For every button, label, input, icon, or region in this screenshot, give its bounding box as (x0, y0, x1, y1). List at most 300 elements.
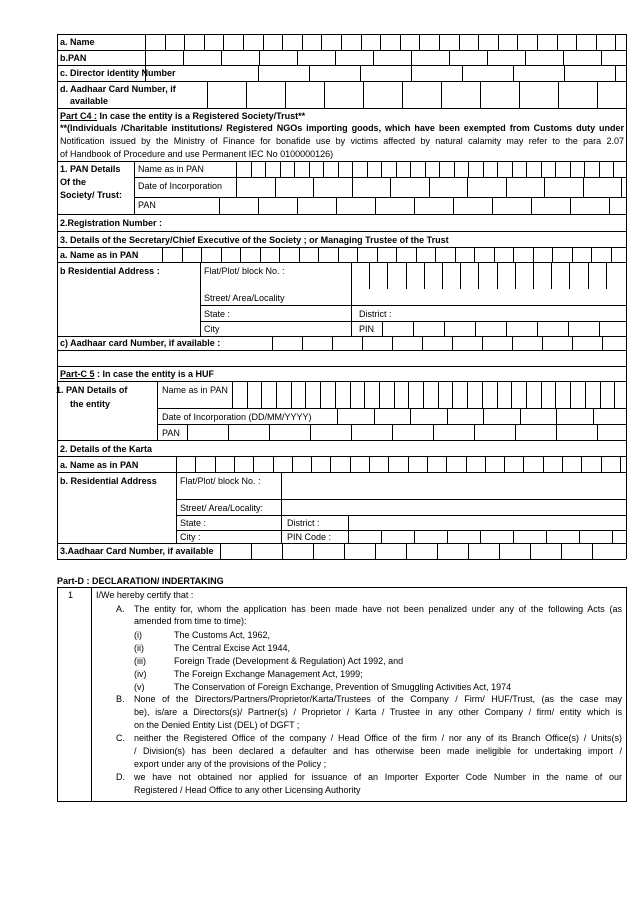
cell-divider-a-name (361, 34, 362, 50)
cell-divider-society-name (367, 161, 368, 177)
label-registration-number: 2.Registration Number : (60, 218, 163, 228)
cell-divider-c-din (309, 65, 310, 81)
label-karta-pin: PIN Code : (287, 532, 332, 542)
act-5-num: (v) (134, 682, 145, 692)
item-c-label: C. (116, 733, 125, 743)
cell-divider-c-aadhaar (362, 336, 363, 350)
cell-divider-a-name (517, 34, 518, 50)
cell-divider-society-date (275, 177, 276, 197)
cell-divider-huf-date (556, 408, 557, 424)
label-karta-district: District : (287, 518, 320, 528)
cell-divider-address-flat (387, 262, 388, 289)
cell-divider-karta-aadhaar (437, 543, 438, 559)
cell-divider-c-aadhaar (332, 336, 333, 350)
cell-divider-karta-aadhaar (530, 543, 531, 559)
cell-divider-karta-pin (414, 530, 415, 543)
cell-divider-secretary-name (240, 247, 241, 262)
cell-divider-society-name (439, 161, 440, 177)
cell-divider-secretary-name (221, 247, 222, 262)
cell-divider-a-name (204, 34, 205, 50)
cell-divider-c-aadhaar (542, 336, 543, 350)
cell-divider-society-date (583, 177, 584, 197)
label-c-aadhaar: c) Aadhaar card Number, if available : (60, 338, 221, 348)
cell-divider-c-din (360, 65, 361, 81)
cell-divider-secretary-name (455, 247, 456, 262)
item-b-label: B. (116, 694, 125, 704)
item-c-text-3: export under any of the provisions of the Policy ; (134, 759, 327, 769)
cell-divider-huf-date (520, 408, 521, 424)
cell-divider-huf-pan (433, 424, 434, 440)
cell-divider-karta-name (253, 456, 254, 472)
cell-divider-secretary-name (318, 247, 319, 262)
cell-divider-huf-pan (310, 424, 311, 440)
label-karta-name: a. Name as in PAN (60, 460, 139, 470)
item-a-text-2: amended from time to time): (134, 616, 247, 626)
cell-divider-d-aadhaar (285, 81, 286, 108)
cell-divider-society-pan (414, 197, 415, 214)
cell-divider-secretary-name (474, 247, 475, 262)
cell-divider-karta-pin (447, 530, 448, 543)
cell-divider-huf-name (276, 381, 277, 408)
cell-divider-b-pan (525, 50, 526, 65)
cell-divider-karta-name (234, 456, 235, 472)
cell-divider-secretary-name (357, 247, 358, 262)
cell-divider-society-name (483, 161, 484, 177)
cell-divider-huf-name (364, 381, 365, 408)
cell-divider-address-pin (599, 321, 600, 336)
label-secretary-details: 3. Details of the Secretary/Chief Executive of the Society ; or Managing Trustee of the Trust (60, 235, 449, 245)
cell-divider-society-name (497, 161, 498, 177)
label-b-pan: b.PAN (60, 53, 87, 63)
act-1-num: (i) (134, 630, 142, 640)
part-c5-heading (60, 369, 214, 380)
cell-divider-society-name (425, 161, 426, 177)
cell-divider-society-pan (336, 197, 337, 214)
cell-divider-address-flat (478, 262, 479, 289)
cell-divider-society-pan (531, 197, 532, 214)
cell-divider-address-pin (568, 321, 569, 336)
cell-divider-huf-name (600, 381, 601, 408)
item-d-text-1: we have not obtained nor applied for issuance of an Importer Exporter Code Number in the name of our (134, 772, 622, 782)
act-2-num: (ii) (134, 643, 144, 653)
cell-divider-b-pan (373, 50, 374, 65)
cell-divider-karta-name (195, 456, 196, 472)
item-d-label: D. (116, 772, 125, 782)
part-c5-prefix: Part-C 5 (60, 369, 95, 379)
cell-divider-a-name (557, 34, 558, 50)
cell-divider-society-date (429, 177, 430, 197)
cell-divider-karta-name (446, 456, 447, 472)
label-district: District : (359, 309, 392, 319)
label-karta-address: b. Residential Address (60, 476, 157, 486)
cell-divider-society-name (584, 161, 585, 177)
cell-divider-a-name (321, 34, 322, 50)
cell-divider-huf-name (555, 381, 556, 408)
cell-divider-secretary-name (279, 247, 280, 262)
cell-divider-society-name (468, 161, 469, 177)
cell-divider-c-din (462, 65, 463, 81)
cell-divider-karta-name (466, 456, 467, 472)
cell-divider-a-name (459, 34, 460, 50)
part-c4-prefix: Part C4 : (60, 111, 98, 121)
cell-divider-address-flat (551, 262, 552, 289)
label-of-the: Of the (60, 177, 86, 187)
cell-divider-a-name (498, 34, 499, 50)
cell-divider-society-name (599, 161, 600, 177)
cell-divider-a-name (184, 34, 185, 50)
item-d-text-2: Registered / Head Office to any other Licensing Authority (134, 785, 361, 795)
cell-divider-address-flat (460, 262, 461, 289)
cell-divider-huf-name (452, 381, 453, 408)
cell-divider-huf-pan (269, 424, 270, 440)
cell-divider-karta-aadhaar (406, 543, 407, 559)
label-pan: PAN (138, 200, 156, 210)
cell-divider-karta-aadhaar (468, 543, 469, 559)
cell-divider-c-din (615, 65, 616, 81)
label-karta-aadhaar: 3.Aadhaar Card Number, if available (60, 546, 214, 556)
declaration-title: Part-D : DECLARATION/ INDERTAKING (57, 576, 224, 586)
label-society-trust: Society/ Trust: (60, 190, 123, 200)
cell-divider-c-din (411, 65, 412, 81)
label-huf-date-of-incorporation: Date of Incorporation (DD/MM/YYYY) (162, 412, 312, 422)
cell-divider-karta-aadhaar (313, 543, 314, 559)
cell-divider-a-name (537, 34, 538, 50)
cell-divider-huf-pan (597, 424, 598, 440)
cell-divider-karta-name (215, 456, 216, 472)
cell-divider-d-aadhaar (519, 81, 520, 108)
cell-divider-huf-name (335, 381, 336, 408)
label-karta-details: 2. Details of the Karta (60, 444, 153, 454)
cell-divider-address-pin (537, 321, 538, 336)
cell-divider-huf-name (467, 381, 468, 408)
cell-divider-karta-name (581, 456, 582, 472)
part-c4-note-2: Notification issued by the Ministry of Finance for bonafide use by victims affected by natural calamity may refer to the para 2.07 (60, 136, 624, 146)
cell-divider-c-aadhaar (512, 336, 513, 350)
cell-divider-c-din (513, 65, 514, 81)
cell-divider-address-flat (588, 262, 589, 289)
cell-divider-b-pan (183, 50, 184, 65)
cell-divider-karta-name (273, 456, 274, 472)
label-karta-state: State : (180, 518, 207, 528)
cell-divider-karta-name (388, 456, 389, 472)
cell-divider-karta-name (523, 456, 524, 472)
label-d-aadhaar: d. Aadhaar Card Number, if (60, 84, 176, 94)
label-a-name: a. Name (60, 37, 95, 47)
cell-divider-a-name (165, 34, 166, 50)
cell-divider-huf-name (247, 381, 248, 408)
cell-divider-secretary-name (338, 247, 339, 262)
cell-divider-huf-name (261, 381, 262, 408)
cell-divider-society-date (390, 177, 391, 197)
cell-divider-huf-name (541, 381, 542, 408)
cell-divider-secretary-name (572, 247, 573, 262)
act-1-name: The Customs Act, 1962, (174, 630, 271, 640)
cell-divider-society-name (280, 161, 281, 177)
cell-divider-address-flat (406, 262, 407, 289)
cell-divider-a-name (302, 34, 303, 50)
cell-divider-society-pan (453, 197, 454, 214)
label-street-area: Street/ Area/Locality (204, 293, 285, 303)
cell-divider-d-aadhaar (597, 81, 598, 108)
cell-divider-b-pan (221, 50, 222, 65)
part-c5-rest: : In case the entity is a HUF (94, 369, 215, 379)
cell-divider-karta-pin (381, 530, 382, 543)
cell-divider-c-aadhaar (302, 336, 303, 350)
cell-divider-society-pan (258, 197, 259, 214)
cell-divider-huf-name (497, 381, 498, 408)
cell-divider-society-name (454, 161, 455, 177)
label-karta-city: City : (180, 532, 201, 542)
cell-divider-b-pan (449, 50, 450, 65)
cell-divider-a-name (615, 34, 616, 50)
cell-divider-society-name (410, 161, 411, 177)
cell-divider-a-name (400, 34, 401, 50)
cell-divider-secretary-name (201, 247, 202, 262)
cell-divider-huf-pan (228, 424, 229, 440)
cell-divider-karta-aadhaar (499, 543, 500, 559)
part-c4-note-1 (60, 123, 624, 134)
cell-divider-huf-date (374, 408, 375, 424)
label-secretary-name: a. Name as in PAN (60, 250, 139, 260)
label-huf-pan: PAN (162, 428, 180, 438)
cell-divider-huf-name (320, 381, 321, 408)
label-karta-flat: Flat/Plot/ block No. : (180, 476, 261, 486)
cell-divider-c-aadhaar (422, 336, 423, 350)
cell-divider-huf-name (305, 381, 306, 408)
cell-divider-karta-aadhaar (592, 543, 593, 559)
cell-divider-b-pan (601, 50, 602, 65)
cell-divider-karta-name (311, 456, 312, 472)
cell-divider-society-pan (609, 197, 610, 214)
cell-divider-address-pin (506, 321, 507, 336)
cell-divider-society-name (294, 161, 295, 177)
part-c4-note-3: of Handbook of Procedure and use Permanent IEC No 0100000126) (60, 149, 334, 159)
cell-divider-secretary-name (435, 247, 436, 262)
part-c4-heading (60, 111, 305, 122)
cell-divider-secretary-name (494, 247, 495, 262)
cell-divider-karta-name (369, 456, 370, 472)
cell-divider-huf-name (438, 381, 439, 408)
cell-divider-b-pan (335, 50, 336, 65)
item-a-text-1: The entity for, whom the application has been made have not been penalized under any of the following Acts (as (134, 604, 622, 614)
cell-divider-a-name (478, 34, 479, 50)
cell-divider-karta-pin (612, 530, 613, 543)
label-huf-name-as-in-pan: Name as in PAN (162, 385, 228, 395)
cell-divider-huf-date (483, 408, 484, 424)
cell-divider-a-name (419, 34, 420, 50)
cell-divider-society-name (555, 161, 556, 177)
cell-divider-d-aadhaar (441, 81, 442, 108)
cell-divider-a-name (380, 34, 381, 50)
item-a-label: A. (116, 604, 125, 614)
cell-divider-huf-pan (474, 424, 475, 440)
cell-divider-a-name (576, 34, 577, 50)
cell-divider-huf-name (394, 381, 395, 408)
cell-divider-society-name (541, 161, 542, 177)
cell-divider-huf-name (350, 381, 351, 408)
cell-divider-b-pan (411, 50, 412, 65)
cell-divider-karta-aadhaar (251, 543, 252, 559)
cell-divider-secretary-name (299, 247, 300, 262)
cell-divider-society-pan (375, 197, 376, 214)
cell-divider-address-flat (515, 262, 516, 289)
cell-divider-society-name (309, 161, 310, 177)
cell-divider-address-flat (606, 262, 607, 289)
cell-divider-secretary-name (611, 247, 612, 262)
cell-divider-society-date (621, 177, 622, 197)
cell-divider-d-aadhaar (324, 81, 325, 108)
cell-divider-huf-pan (392, 424, 393, 440)
label-karta-street: Street/ Area/Locality: (180, 503, 264, 513)
label-huf-pan-details: 1. PAN Details of (56, 385, 128, 395)
part-c4-note-1-text: **(Individuals /Charitable institutions/ Registered NGOs importing goods, which have been exempted from Customs duty under (60, 123, 624, 133)
cell-divider-karta-name (620, 456, 621, 472)
cell-divider-society-name (613, 161, 614, 177)
cell-divider-c-din (258, 65, 259, 81)
cell-divider-b-pan (563, 50, 564, 65)
cell-divider-huf-pan (556, 424, 557, 440)
cell-divider-society-name (570, 161, 571, 177)
cell-divider-karta-aadhaar (344, 543, 345, 559)
cell-divider-d-aadhaar (402, 81, 403, 108)
part-c4-rest: In case the entity is a Registered Society/Trust** (97, 111, 306, 121)
cell-divider-secretary-name (396, 247, 397, 262)
cell-divider-a-name (223, 34, 224, 50)
cell-divider-address-flat (442, 262, 443, 289)
label-city: City (204, 324, 220, 334)
label-state: State : (204, 309, 231, 319)
cell-divider-karta-name (350, 456, 351, 472)
cell-divider-karta-name (543, 456, 544, 472)
cell-divider-karta-aadhaar (375, 543, 376, 559)
cell-divider-karta-name (601, 456, 602, 472)
cell-divider-society-name (251, 161, 252, 177)
cell-divider-c-aadhaar (572, 336, 573, 350)
cell-divider-karta-name (485, 456, 486, 472)
cell-divider-address-flat (569, 262, 570, 289)
item-c-text-2: / Division(s) has been declared a defaulter and has otherwise been made ineligible for undertaking import / (134, 746, 622, 756)
cell-divider-huf-name (423, 381, 424, 408)
item-b-text-2: be), is/are a Directors(s)/ Partner(s) / Proprietor / Karta / Trustee in any other Company / firm/ entity which is (134, 707, 622, 717)
cell-divider-address-flat (369, 262, 370, 289)
cell-divider-a-name (439, 34, 440, 50)
cell-divider-secretary-name (260, 247, 261, 262)
cell-divider-huf-name (570, 381, 571, 408)
cell-divider-huf-date (447, 408, 448, 424)
cell-divider-c-aadhaar (392, 336, 393, 350)
cell-divider-address-pin (382, 321, 383, 336)
cell-divider-huf-name (511, 381, 512, 408)
cell-divider-huf-date (410, 408, 411, 424)
act-2-name: The Central Excise Act 1944, (174, 643, 291, 653)
cell-divider-secretary-name (533, 247, 534, 262)
cell-divider-huf-pan (515, 424, 516, 440)
label-c-din: c. Director identity Number (60, 68, 176, 78)
label-date-of-incorporation: Date of Incorporation (138, 181, 223, 191)
label-name-as-in-pan: Name as in PAN (138, 164, 204, 174)
cell-divider-karta-name (427, 456, 428, 472)
item-b-text-3: on the Denied Entity List (DEL) of DGFT ; (134, 720, 300, 730)
cell-divider-a-name (341, 34, 342, 50)
cell-divider-a-name (243, 34, 244, 50)
cell-divider-huf-name (614, 381, 615, 408)
cell-divider-society-pan (570, 197, 571, 214)
cell-divider-b-pan (259, 50, 260, 65)
cell-divider-b-pan (487, 50, 488, 65)
cell-divider-huf-name (291, 381, 292, 408)
cell-divider-d-aadhaar (363, 81, 364, 108)
cell-divider-society-date (313, 177, 314, 197)
cell-divider-huf-pan (351, 424, 352, 440)
cell-divider-karta-pin (480, 530, 481, 543)
act-4-num: (iv) (134, 669, 147, 679)
cell-divider-huf-date (593, 408, 594, 424)
cell-divider-a-name (263, 34, 264, 50)
label-pin: PIN (359, 324, 375, 334)
cell-divider-karta-pin (546, 530, 547, 543)
cell-divider-society-name (526, 161, 527, 177)
cell-divider-society-name (323, 161, 324, 177)
act-5-name: The Conservation of Foreign Exchange, Prevention of Smuggling Activities Act, 1974 (174, 682, 512, 692)
cell-divider-huf-name (585, 381, 586, 408)
cell-divider-a-name (596, 34, 597, 50)
cell-divider-karta-name (562, 456, 563, 472)
cell-divider-society-date (467, 177, 468, 197)
cell-divider-secretary-name (552, 247, 553, 262)
cell-divider-karta-pin (579, 530, 580, 543)
declaration-certify: I/We hereby certify that : (96, 590, 194, 600)
cell-divider-society-name (381, 161, 382, 177)
cell-divider-huf-name (526, 381, 527, 408)
cell-divider-society-date (506, 177, 507, 197)
cell-divider-society-pan (492, 197, 493, 214)
cell-divider-secretary-name (182, 247, 183, 262)
cell-divider-karta-aadhaar (561, 543, 562, 559)
cell-divider-secretary-name (416, 247, 417, 262)
cell-divider-huf-name (379, 381, 380, 408)
cell-divider-address-pin (475, 321, 476, 336)
cell-divider-society-pan (297, 197, 298, 214)
cell-divider-huf-name (408, 381, 409, 408)
cell-divider-karta-name (292, 456, 293, 472)
cell-divider-society-name (396, 161, 397, 177)
cell-divider-society-name (338, 161, 339, 177)
cell-divider-society-name (265, 161, 266, 177)
cell-divider-address-flat (533, 262, 534, 289)
label-d-aadhaar-cont: available (70, 96, 109, 106)
cell-divider-karta-pin (513, 530, 514, 543)
cell-divider-karta-name (330, 456, 331, 472)
cell-divider-d-aadhaar (558, 81, 559, 108)
label-residential-address: b Residential Address : (60, 266, 160, 276)
cell-divider-a-name (282, 34, 283, 50)
label-huf-entity: the entity (70, 399, 111, 409)
cell-divider-b-pan (297, 50, 298, 65)
cell-divider-secretary-name (591, 247, 592, 262)
cell-divider-karta-name (408, 456, 409, 472)
cell-divider-address-flat (497, 262, 498, 289)
label-pan-details: 1. PAN Details (60, 164, 121, 174)
cell-divider-d-aadhaar (246, 81, 247, 108)
act-3-name: Foreign Trade (Development & Regulation) Act 1992, and (174, 656, 404, 666)
cell-divider-address-flat (424, 262, 425, 289)
label-flat-plot-block: Flat/Plot/ block No. : (204, 266, 285, 276)
cell-divider-address-pin (444, 321, 445, 336)
cell-divider-address-pin (413, 321, 414, 336)
item-b-text-1: None of the Directors/Partners/Proprietor/Karta/Trustees of the Company / Firm/ HUF/Trust, (as the case may (134, 694, 622, 704)
cell-divider-secretary-name (513, 247, 514, 262)
declaration-number: 1 (68, 590, 74, 600)
